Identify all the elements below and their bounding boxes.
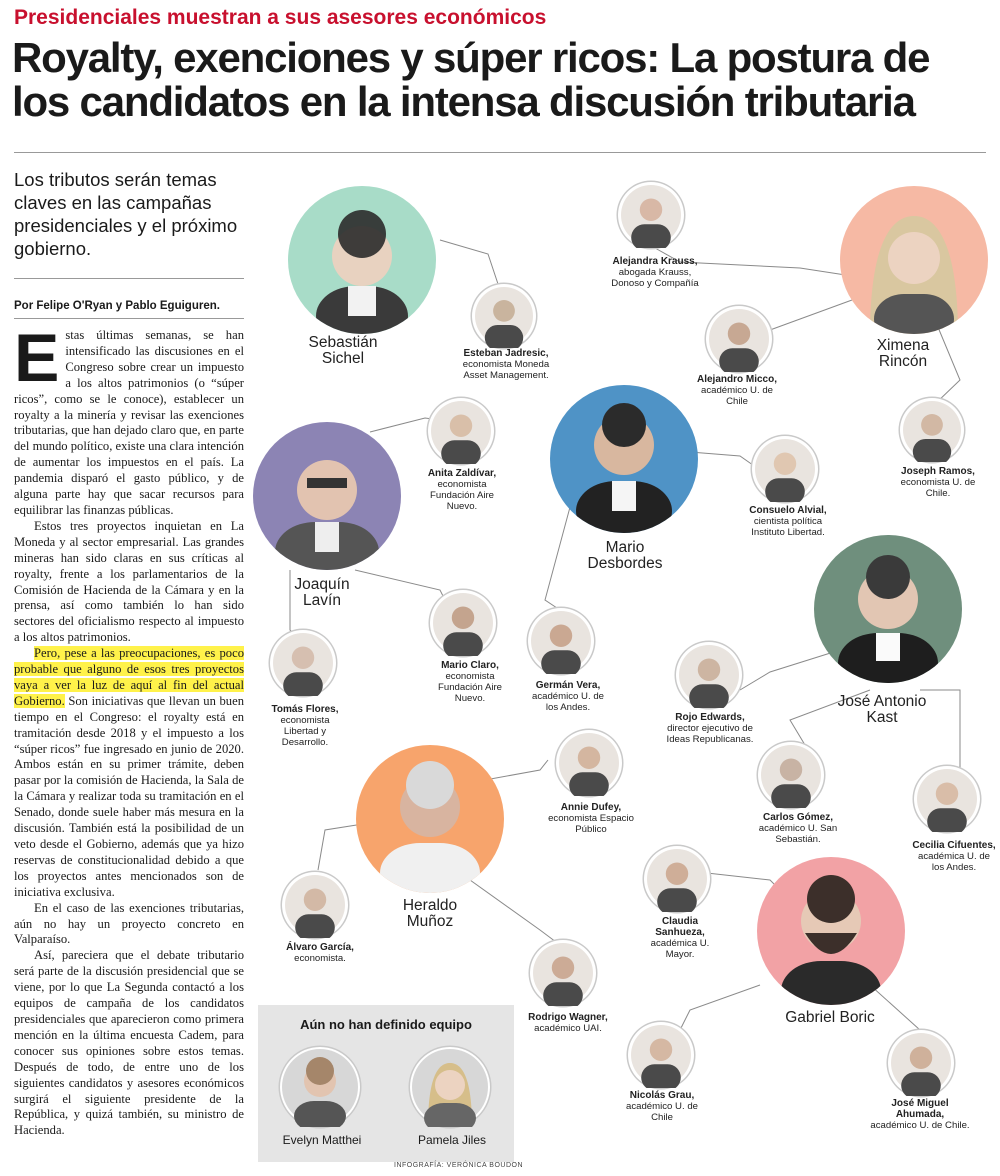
advisor-photo (752, 436, 818, 502)
portrait-icon (430, 590, 496, 656)
photo-matthei (280, 1047, 360, 1127)
portrait-icon (282, 872, 348, 938)
advisor-label: Tomás Flores, economista Libertad y Desarrollo. (271, 704, 339, 748)
advisor-photo (430, 590, 496, 656)
advisor-photo (644, 846, 710, 912)
advisor-label: José Miguel Ahumada, académico U. de Chile. (870, 1098, 970, 1131)
advisor-label: Nicolás Grau, académico U. de Chile (626, 1090, 698, 1123)
advisor-label: Annie Dufey, economista Espacio Público (548, 802, 634, 835)
portrait-icon (914, 766, 980, 832)
advisor-photo (282, 872, 348, 938)
portrait-icon (253, 422, 401, 570)
advisor-photo (428, 398, 494, 464)
advisor-label: Cecilia Cifuentes, académica U. de los Andes. (912, 840, 996, 873)
portrait-icon (356, 745, 504, 893)
paragraph-2: Estos tres proyectos inquietan en La Moneda y al sector empresarial. Las grandes mineras han sido claras en sus críticas al royalty, frente a los parlamentarios de la Comisión de Hacienda de la Cámara y en la prensa, así como también lo han sido sectores del oficialismo respecto al impuesto a los altos patrimonios. (14, 518, 244, 645)
advisor-photo (888, 1030, 954, 1096)
portrait-icon (888, 1030, 954, 1096)
candidate-name-rincon: Ximena Rincón (876, 337, 930, 370)
portrait-icon (752, 436, 818, 502)
portrait-icon (618, 182, 684, 248)
advisor-photo (618, 182, 684, 248)
advisor-label: Rodrigo Wagner, académico UAI. (528, 1012, 608, 1034)
portrait-icon (528, 608, 594, 674)
undefined-team-box (258, 1005, 514, 1162)
advisor-label: Rojo Edwards, director ejecutivo de Ideas Republicanas. (666, 712, 754, 745)
candidate-photo-kast (814, 535, 962, 683)
portrait-icon (556, 730, 622, 796)
candidate-name-kast: José Antonio Kast (837, 693, 927, 726)
paragraph-4: En el caso de las exenciones tributarias, aún no hay un proyecto concreto en Valparaíso. (14, 900, 244, 947)
portrait-icon (530, 940, 596, 1006)
advisor-photo (900, 398, 964, 462)
candidate-name-munoz: Heraldo Muñoz (402, 897, 458, 930)
advisor-label: Alejandro Micco, académico U. de Chile (696, 374, 777, 407)
advisor-photo (530, 940, 596, 1006)
name-matthei: Evelyn Matthei (282, 1133, 362, 1147)
paragraph-1: Estas últimas semanas, se han intensificado las discusiones en el Congreso sobre crear un impuesto a los altos patrimonios (o “súper ricos”, como se le conoce), establecer un royalty a la minería y revisar las exenciones tributarias, que han dejado claro que, en parte del mundo político, existe una clara intención de aumentar los impuestos en el país. La pandemia disparó el gasto público, y de alguna parte hay que sacar recursos para equilibrar las finanzas públicas. (14, 320, 244, 517)
advisor-photo (528, 608, 594, 674)
kicker: Presidenciales muestran a sus asesores económicos (14, 6, 547, 29)
dropcap: E (14, 320, 60, 396)
advisor-photo (628, 1022, 694, 1088)
portrait-icon (706, 306, 772, 372)
candidate-name-desbordes: Mario Desbordes (587, 539, 663, 572)
portrait-icon (900, 398, 964, 462)
candidate-photo-sichel (288, 186, 436, 334)
highlighted-text: Pero, pese a las preocupaciones, es poco probable que alguno de esos tres proyectos vaya a ver la luz de aquí al fin del actual Gobierno. (14, 646, 244, 708)
portrait-icon (758, 742, 824, 808)
advisor-photo (270, 630, 336, 696)
advisor-label: Claudia Sanhueza, académica U. Mayor. (650, 916, 710, 960)
portrait-icon (472, 284, 536, 348)
portrait-icon (814, 535, 962, 683)
candidate-name-lavin: Joaquín Lavín (294, 576, 350, 609)
portrait-icon (628, 1022, 694, 1088)
candidate-photo-boric (757, 857, 905, 1005)
advisor-photo (556, 730, 622, 796)
portrait-icon (757, 857, 905, 1005)
portrait-icon (280, 1047, 360, 1127)
name-jiles: Pamela Jiles (417, 1133, 487, 1147)
candidate-photo-rincon (840, 186, 988, 334)
advisor-photo (706, 306, 772, 372)
candidate-name-boric: Gabriel Boric (785, 1009, 875, 1026)
advisor-label: Joseph Ramos, economista U. de Chile. (900, 466, 976, 499)
paragraph-5: Así, pareciera que el debate tributario será parte de la discusión presidencial que se viene, por lo que La Segunda contactó a los equipos de campaña de los candidatos presidenciales que aparecieron como primera mención en la última encuesta Cadem, para conocer sus opiniones sobre estos temas. Después de todo, de entre uno de los siguientes candidatos y asesores económicos surgirá el siguiente presidente de la República, y quizá también, su ministro de Hacienda. (14, 948, 244, 1138)
paragraph-3: Pero, pese a las preocupaciones, es poco probable que alguno de esos tres proyectos vaya a ver la luz de aquí al fin del actual Gobierno. Son iniciativas que llevan un buen tiempo en el Congreso: el royalty está en tramitación desde 2018 y el impuesto a los “súper ricos” fue ingresado en junio de 2020. Ambos están en su primer trámite, deben pasar por la comisión de Hacienda, la Sala de la Cámara y realizar toda su tramitación en el Senado, donde suele haber más mesura en la discusión. También está la posibilidad de un veto desde el Gobierno, además que ya hizo reservas de constitucionalidad debido a que los proyectos antes mencionados son de iniciativa exclusiva. (14, 646, 244, 899)
advisor-photo (676, 642, 742, 708)
advisor-photo (914, 766, 980, 832)
portrait-icon (270, 630, 336, 696)
advisor-label: Germán Vera, académico U. de los Andes. (532, 680, 604, 713)
headline: Royalty, exenciones y súper ricos: La postura de los candidatos en la intensa discusión tributaria (12, 34, 930, 125)
advisor-label: Esteban Jadresic, economista Moneda Asset Management. (462, 348, 550, 381)
portrait-icon (288, 186, 436, 334)
portrait-icon (428, 398, 494, 464)
byline: Por Felipe O'Ryan y Pablo Eguiguren. (14, 300, 220, 312)
lead: Los tributos serán temas claves en las campañas presidenciales y el próximo gobierno. (14, 169, 238, 259)
advisor-label: Álvaro García, economista. (286, 942, 354, 964)
candidate-photo-desbordes (550, 385, 698, 533)
advisor-label: Mario Claro, economista Fundación Aire Nuevo. (438, 660, 502, 704)
candidate-photo-lavin (253, 422, 401, 570)
candidate-photo-munoz (356, 745, 504, 893)
portrait-icon (676, 642, 742, 708)
advisor-label: Consuelo Alvial, cientista política Instituto Libertad. (749, 505, 827, 538)
portrait-icon (410, 1047, 490, 1127)
box-title: Aún no han definido equipo (300, 1017, 472, 1032)
advisor-photo (472, 284, 536, 348)
advisor-label: Anita Zaldívar, economista Fundación Aire Nuevo. (427, 468, 497, 512)
advisor-label: Carlos Gómez, académico U. San Sebastián. (758, 812, 838, 845)
photo-jiles (410, 1047, 490, 1127)
portrait-icon (550, 385, 698, 533)
candidate-name-sichel: Sebastián Sichel (308, 334, 378, 367)
portrait-icon (644, 846, 710, 912)
portrait-icon (840, 186, 988, 334)
credit: INFOGRAFÍA: VERÓNICA BOUDON (394, 1162, 524, 1169)
advisor-label: Alejandra Krauss, abogada Krauss, Donoso y Compañía (611, 256, 699, 289)
advisor-photo (758, 742, 824, 808)
